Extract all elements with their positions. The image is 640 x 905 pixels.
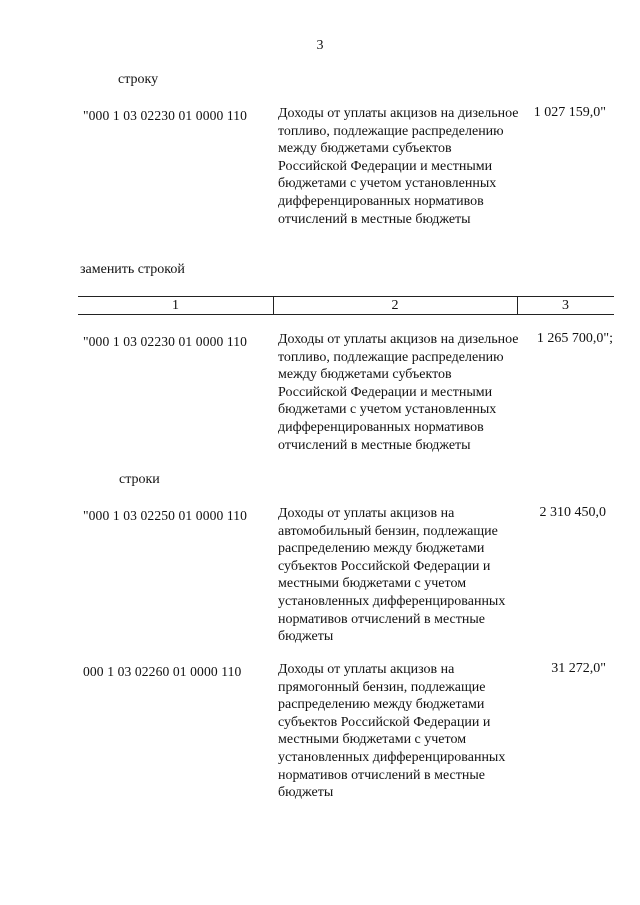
table-header-bottom-border	[78, 314, 614, 315]
page-number: 3	[316, 38, 324, 53]
row-code: "000 1 03 02250 01 0000 110	[83, 508, 248, 523]
row-amount: 31 272,0"	[551, 661, 606, 676]
table-header-col-2: 2	[391, 298, 399, 313]
row-description: Доходы от уплаты акцизов на прямогонный бензин, подлежащие распределению между бюджетами субъектов Российской Федерации и местными бюджетами с учетом установленных дифференцированных нормативов отчислений в местные бюджеты	[278, 662, 506, 801]
row-code: "000 1 03 02230 01 0000 110	[83, 334, 248, 349]
label-zamenit-strokoi: заменить строкой	[80, 262, 185, 277]
label-stroki: строки	[119, 472, 160, 487]
label-stroku: строку	[118, 72, 159, 87]
table-header-col-1: 1	[172, 298, 179, 313]
row-amount: 1 265 700,0";	[536, 331, 613, 346]
table-header-col-3: 3	[562, 298, 569, 313]
table-header-top-border	[78, 296, 614, 297]
row-code: "000 1 03 02230 01 0000 110	[83, 108, 248, 123]
row-description: Доходы от уплаты акцизов на дизельное топливо, подлежащие распределению между бюджетами субъектов Российской Федерации и местными бюджетами с учетом установленных дифференцированных нормативов отчислений в местные бюджеты	[278, 332, 519, 453]
row-description: Доходы от уплаты акцизов на автомобильный бензин, подлежащие распределению между бюджетами субъектов Российской Федерации и местными бюджетами с учетом установленных дифференцированных нормативов отчислений в местные бюджеты	[278, 506, 506, 645]
row-amount: 1 027 159,0"	[533, 105, 606, 120]
row-description: Доходы от уплаты акцизов на дизельное топливо, подлежащие распределению между бюджетами субъектов Российской Федерации и местными бюджетами с учетом установленных дифференцированных нормативов отчислений в местные бюджеты	[278, 106, 519, 227]
row-code: 000 1 03 02260 01 0000 110	[83, 664, 242, 679]
row-amount: 2 310 450,0	[539, 505, 606, 520]
